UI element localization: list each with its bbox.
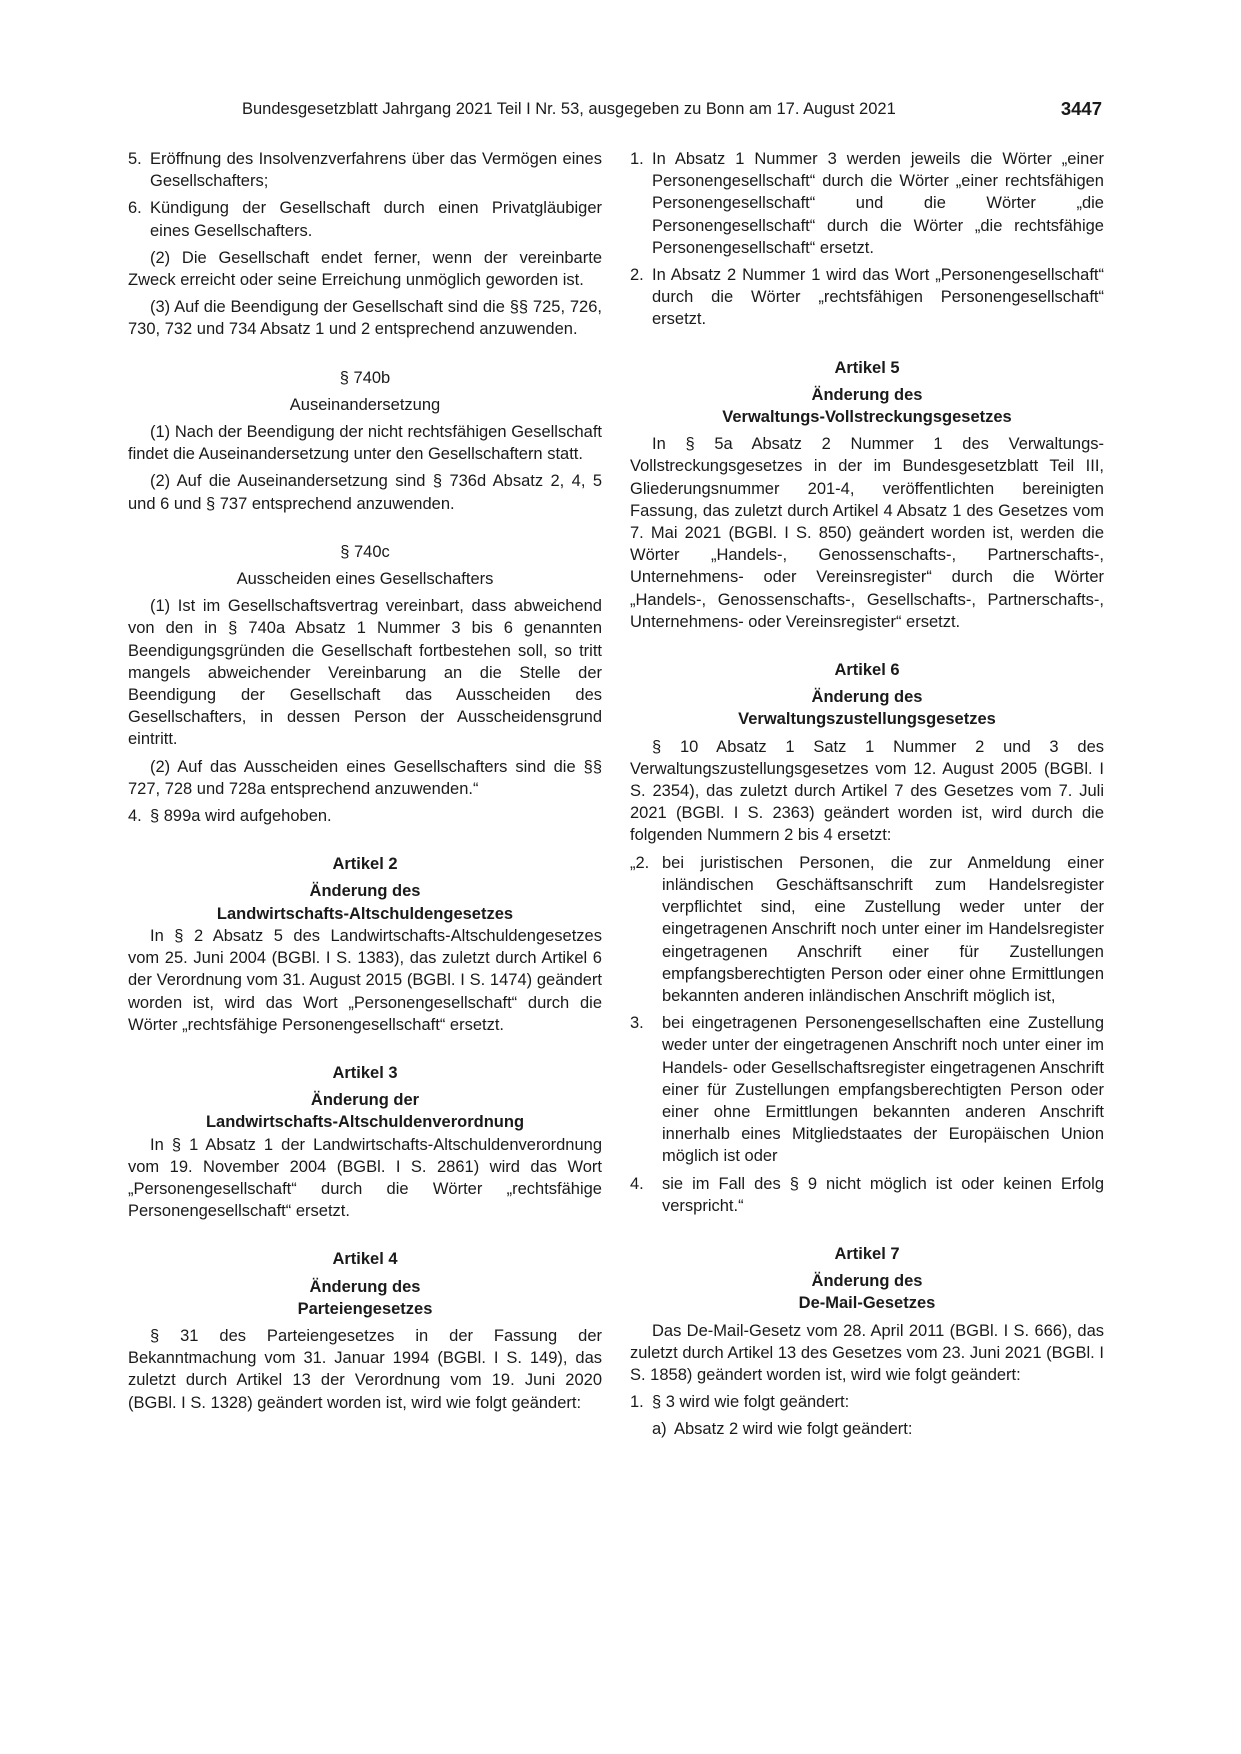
- paragraph: (2) Auf das Ausscheiden eines Gesellschafters sind die §§ 727, 728 und 728a entsprechend anzuwenden.“: [128, 757, 602, 798]
- list-item: 1. In Absatz 1 Nummer 3 werden jeweils die Wörter „einer Personengesellschaft“ durch die Wörter „einer rechtsfähigen Personengesellschaft“ und die Wörter „die Personengesellschaft“ durch die Wörter „die rechtsfähige Personengesellschaft“ ersetzt.: [630, 150, 1104, 257]
- section-title: Ausscheiden eines Gesellschafters: [236, 570, 494, 589]
- article-heading: Artikel 2: [332, 855, 398, 874]
- list-item: a) Absatz 2 wird wie folgt geändert:: [652, 1420, 913, 1439]
- list-item: „2. bei juristischen Personen, die zur Anmeldung einer inländischen Geschäftsanschrift zum Handelsregister verpflichtet sind, eine Zustellung weder unter der eingetragenen Anschrift noch unter einer im Handelsregister eingetragenen Anschrift einer für Zustellungen empfangsberechtigten Person oder einer ohne Ermittlungen bekannten anderen inländischen Anschrift möglich ist,: [630, 853, 1104, 1005]
- article-title: Parteiengesetzes: [297, 1299, 433, 1318]
- article-title: Änderung der: [310, 1091, 420, 1110]
- gazette-title: Bundesgesetzblatt Jahrgang 2021 Teil I Nr. 53, ausgegeben zu Bonn am 17. August 2021: [242, 100, 896, 118]
- article-title: Verwaltungszustellungsgesetzes: [738, 710, 996, 729]
- article-heading: Artikel 6: [834, 661, 900, 680]
- list-item: 5. Eröffnung des Insolvenzverfahrens über das Vermögen eines Gesellschafters;: [128, 150, 602, 191]
- page-header: [242, 100, 1102, 128]
- section-number: § 740b: [339, 368, 391, 387]
- article-title: Landwirtschafts-Altschuldenverordnung: [205, 1113, 525, 1132]
- article-title: Änderung des: [309, 1277, 421, 1296]
- list-item: 2. In Absatz 2 Nummer 1 wird das Wort „Personengesellschaft“ durch die Wörter „rechtsfähigen Personengesellschaft“ ersetzt.: [630, 266, 1104, 329]
- left-column: [128, 148, 602, 1414]
- paragraph: Das De-Mail-Gesetz vom 28. April 2011 (BGBl. I S. 666), das zuletzt durch Artikel 13 des Gesetzes vom 23. Juni 2021 (BGBl. I S. 1858) geändert worden ist, wird wie folgt geändert:: [630, 1321, 1104, 1384]
- list-item: 6. Kündigung der Gesellschaft durch einen Privatgläubiger eines Gesellschafters.: [128, 199, 602, 240]
- paragraph: (3) Auf die Beendigung der Gesellschaft sind die §§ 725, 726, 730, 732 und 734 Absatz 1 und 2 entsprechend anzuwenden.: [128, 298, 602, 339]
- section-number: § 740c: [340, 542, 390, 561]
- article-title: Änderung des: [811, 385, 923, 404]
- paragraph: (2) Auf die Auseinandersetzung sind § 736d Absatz 2, 4, 5 und 6 und § 737 entsprechend anzuwenden.: [128, 472, 602, 513]
- list-item: 4. sie im Fall des § 9 nicht möglich ist oder keinen Erfolg verspricht.“: [630, 1174, 1104, 1215]
- article-title: De-Mail-Gesetzes: [798, 1294, 936, 1313]
- page-number: 3447: [1060, 98, 1102, 119]
- article-heading: Artikel 3: [332, 1063, 398, 1082]
- paragraph: (1) Nach der Beendigung der nicht rechtsfähigen Gesellschaft findet die Auseinandersetzung unter den Gesellschaftern statt.: [128, 423, 602, 464]
- paragraph: § 10 Absatz 1 Satz 1 Nummer 2 und 3 des Verwaltungszustellungsgesetzes vom 12. August 2005 (BGBl. I S. 2354), das zuletzt durch Artikel 7 des Gesetzes vom 7. Juli 2021 (BGBl. I S. 2363) geändert worden ist, wird durch die folgenden Nummern 2 bis 4 ersetzt:: [630, 737, 1104, 845]
- list-item: 1. § 3 wird wie folgt geändert:: [630, 1393, 850, 1412]
- article-title: Änderung des: [811, 688, 923, 707]
- list-item: 3. bei eingetragenen Personengesellschaften eine Zustellung weder unter der eingetragenen Anschrift noch unter einer im Handels- oder Gesellschaftsregister eingetragenen Anschrift einer für Zustellungen empfangsberechtigten Person oder einer ohne Ermittlungen bekannten anderen Anschrift innerhalb eines Mitgliedstaates der Europäischen Union möglich ist oder: [630, 1014, 1104, 1166]
- article-title: Änderung des: [811, 1272, 923, 1291]
- paragraph: (1) Ist im Gesellschaftsvertrag vereinbart, dass abweichend von den in § 740a Absatz 1 Nummer 3 bis 6 genannten Beendigungsgründen die Gesellschaft fortbestehen soll, so tritt mangels abweichender Vereinbarung an die Stelle der Beendigung der Gesellschaft das Ausscheiden des Gesellschafters, in dessen Person der Ausscheidensgrund eintritt.: [128, 597, 602, 749]
- paragraph: In § 5a Absatz 2 Nummer 1 des Verwaltungs-Vollstreckungsgesetzes in der im Bundesgesetzblatt Teil III, Gliederungsnummer 201-4, veröffentlichten bereinigten Fassung, das zuletzt durch Artikel 4 Absatz 1 des Gesetzes vom 7. Mai 2021 (BGBl. I S. 850) geändert worden ist, werden die Wörter „Handels-, Genossenschafts-, Partnerschafts-, Unternehmens- oder Vereinsregister“ durch die Wörter „Handels-, Genossenschafts-, Gesellschafts-, Partnerschafts-, Unternehmens- oder Vereinsregister“ ersetzt.: [630, 435, 1104, 631]
- article-title: Verwaltungs-Vollstreckungsgesetzes: [722, 408, 1012, 427]
- article-heading: Artikel 5: [834, 358, 900, 377]
- article-title: Landwirtschafts-Altschuldengesetzes: [216, 904, 514, 923]
- paragraph: In § 1 Absatz 1 der Landwirtschafts-Altschuldenverordnung vom 19. November 2004 (BGBl. I S. 2861) wird das Wort „Personengesellschaft“ durch die Wörter „rechtsfähige Personengesellschaft“ ersetzt.: [128, 1135, 602, 1221]
- paragraph: In § 2 Absatz 5 des Landwirtschafts-Altschuldengesetzes vom 25. Juni 2004 (BGBl. I S. 1383), das zuletzt durch Artikel 6 der Verordnung vom 31. August 2015 (BGBl. I S. 1474) geändert worden ist, wird das Wort „Personengesellschaft“ durch die Wörter „rechtsfähige Personengesellschaft“ ersetzt.: [128, 926, 602, 1034]
- section-title: Auseinandersetzung: [289, 395, 441, 414]
- article-heading: Artikel 7: [834, 1244, 900, 1263]
- article-title: Änderung des: [309, 882, 421, 901]
- paragraph: § 31 des Parteiengesetzes in der Fassung der Bekanntmachung vom 31. Januar 1994 (BGBl. I S. 149), das zuletzt durch Artikel 13 der Verordnung vom 19. Juni 2020 (BGBl. I S. 1328) geändert worden ist, wird wie folgt geändert:: [128, 1326, 602, 1412]
- right-column: [630, 148, 1104, 1441]
- list-item: 4. § 899a wird aufgehoben.: [128, 807, 332, 826]
- paragraph: (2) Die Gesellschaft endet ferner, wenn der vereinbarte Zweck erreicht oder seine Erreichung unmöglich geworden ist.: [128, 248, 602, 290]
- article-heading: Artikel 4: [332, 1250, 398, 1269]
